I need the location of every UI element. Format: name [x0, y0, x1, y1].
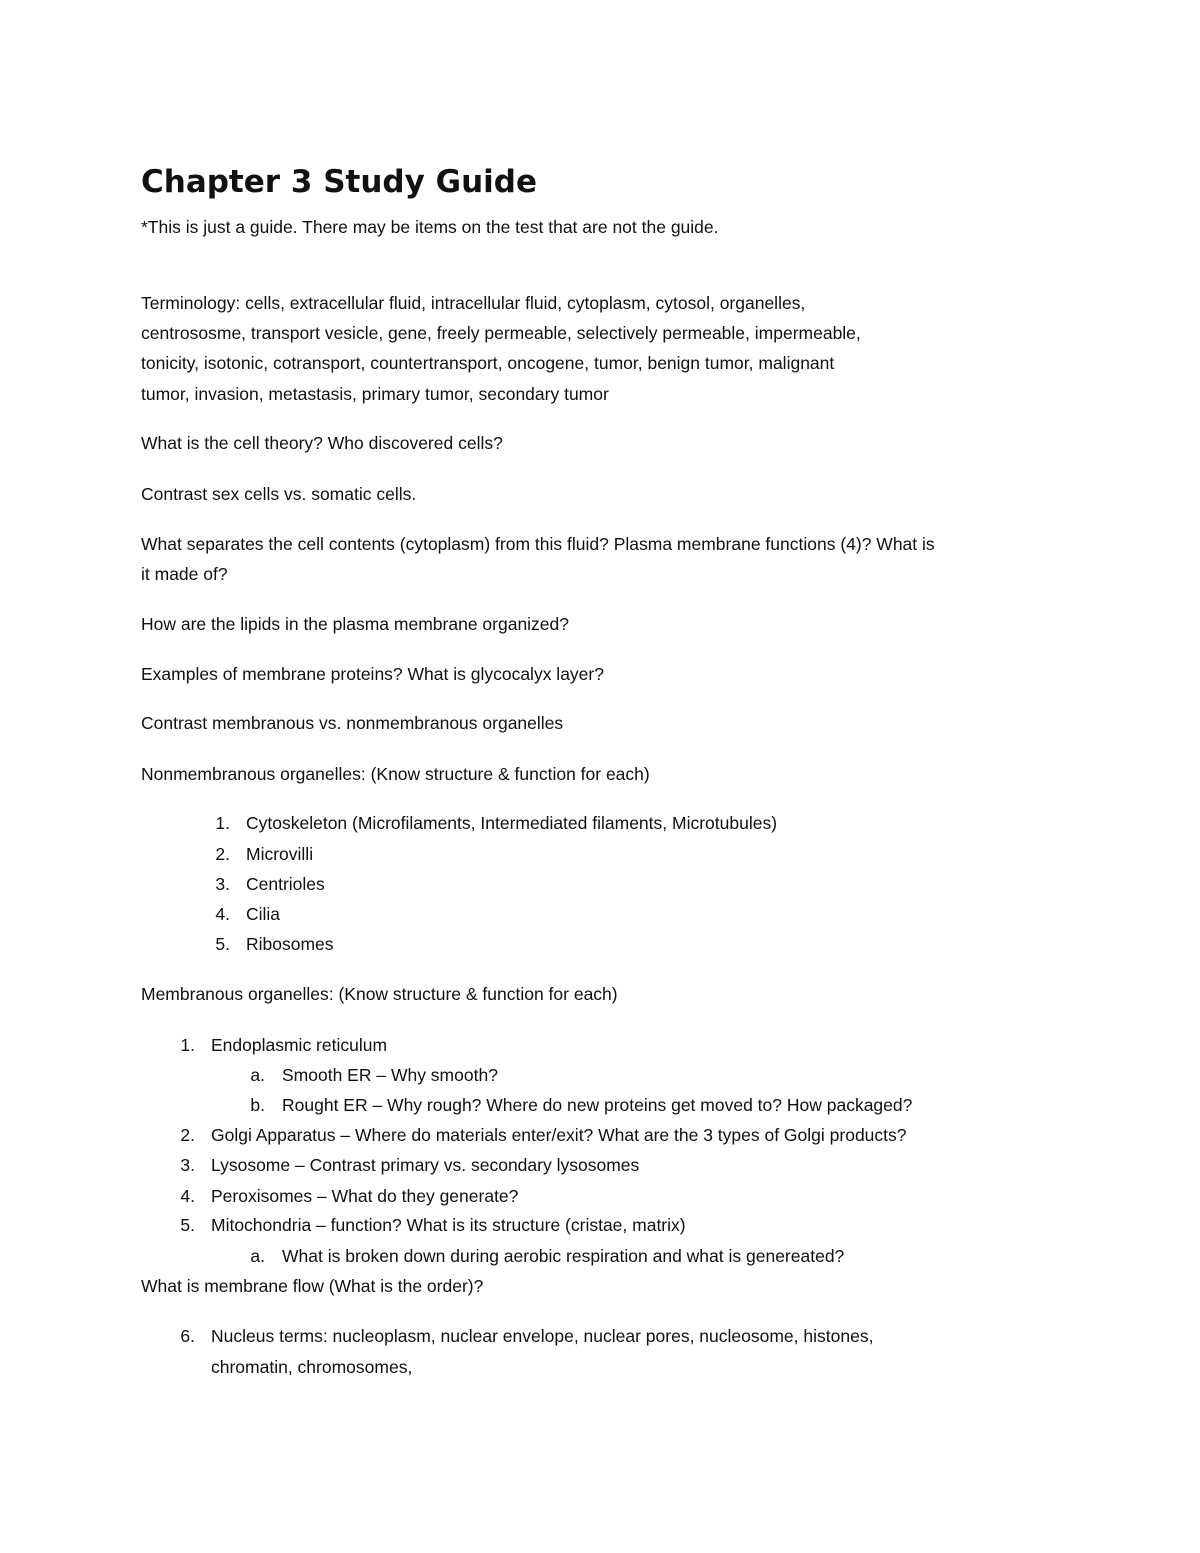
page-title: Chapter 3 Study Guide: [141, 164, 537, 200]
list-item-text: Cilia: [246, 904, 281, 924]
question-contrast-organelles: Contrast membranous vs. nonmembranous organelles: [141, 713, 564, 733]
list-item-text: What is broken down during aerobic respiration and what is genereated?: [282, 1246, 845, 1266]
list-item-text: Endoplasmic reticulum: [211, 1035, 388, 1055]
list-marker: 5.: [180, 1215, 195, 1235]
nucleus-terms-line-1: Nucleus terms: nucleoplasm, nuclear envelope, nuclear pores, nucleosome, histones,: [211, 1326, 874, 1346]
question-membrane-line-1: What separates the cell contents (cytoplasm) from this fluid? Plasma membrane functions (4)? What is: [141, 534, 935, 554]
list-marker: 3.: [180, 1155, 195, 1175]
question-lipids: How are the lipids in the plasma membrane organized?: [141, 614, 570, 634]
list-marker: 3.: [215, 874, 230, 894]
list-item-text: Centrioles: [246, 874, 325, 894]
question-membrane-proteins: Examples of membrane proteins? What is glycocalyx layer?: [141, 664, 604, 684]
list-item-text: Microvilli: [246, 844, 314, 864]
list-marker: 5.: [215, 934, 230, 954]
list-marker: 6.: [180, 1326, 195, 1346]
list-item-text: Mitochondria – function? What is its structure (cristae, matrix): [211, 1215, 686, 1235]
list-marker: 2.: [180, 1125, 195, 1145]
question-sex-cells: Contrast sex cells vs. somatic cells.: [141, 484, 417, 504]
list-item-text: Smooth ER – Why smooth?: [282, 1065, 498, 1085]
terminology-line-2: centrososme, transport vesicle, gene, freely permeable, selectively permeable, impermeable,: [141, 323, 861, 343]
list-marker: 1.: [215, 813, 230, 833]
terminology-line-1: Terminology: cells, extracellular fluid, intracellular fluid, cytoplasm, cytosol, organelles,: [141, 293, 806, 313]
list-item-text: Cytoskeleton (Microfilaments, Intermediated filaments, Microtubules): [246, 813, 778, 833]
list-item-text: Golgi Apparatus – Where do materials enter/exit? What are the 3 types of Golgi products?: [211, 1125, 907, 1145]
question-cell-theory: What is the cell theory? Who discovered cells?: [141, 433, 503, 453]
list-marker: a.: [250, 1065, 265, 1085]
list-item-text: Peroxisomes – What do they generate?: [211, 1186, 519, 1206]
list-marker: 4.: [215, 904, 230, 924]
list-marker: 2.: [215, 844, 230, 864]
disclaimer-text: *This is just a guide. There may be items on the test that are not the guide.: [141, 217, 719, 237]
nucleus-terms-line-2: chromatin, chromosomes,: [211, 1357, 413, 1377]
nonmembranous-heading: Nonmembranous organelles: (Know structure & function for each): [141, 764, 650, 784]
terminology-line-4: tumor, invasion, metastasis, primary tumor, secondary tumor: [141, 384, 609, 404]
list-marker: a.: [250, 1246, 265, 1266]
list-marker: 4.: [180, 1186, 195, 1206]
terminology-line-3: tonicity, isotonic, cotransport, countertransport, oncogene, tumor, benign tumor, malignant: [141, 353, 835, 373]
list-item-text: Ribosomes: [246, 934, 334, 954]
list-marker: b.: [250, 1095, 265, 1115]
list-item-text: Lysosome – Contrast primary vs. secondary lysosomes: [211, 1155, 640, 1175]
list-marker: 1.: [180, 1035, 195, 1055]
question-membrane-line-2: it made of?: [141, 564, 228, 584]
membranous-heading: Membranous organelles: (Know structure & function for each): [141, 984, 618, 1004]
membrane-flow-question: What is membrane flow (What is the order)?: [141, 1276, 484, 1296]
list-item-text: Rought ER – Why rough? Where do new proteins get moved to? How packaged?: [282, 1095, 913, 1115]
